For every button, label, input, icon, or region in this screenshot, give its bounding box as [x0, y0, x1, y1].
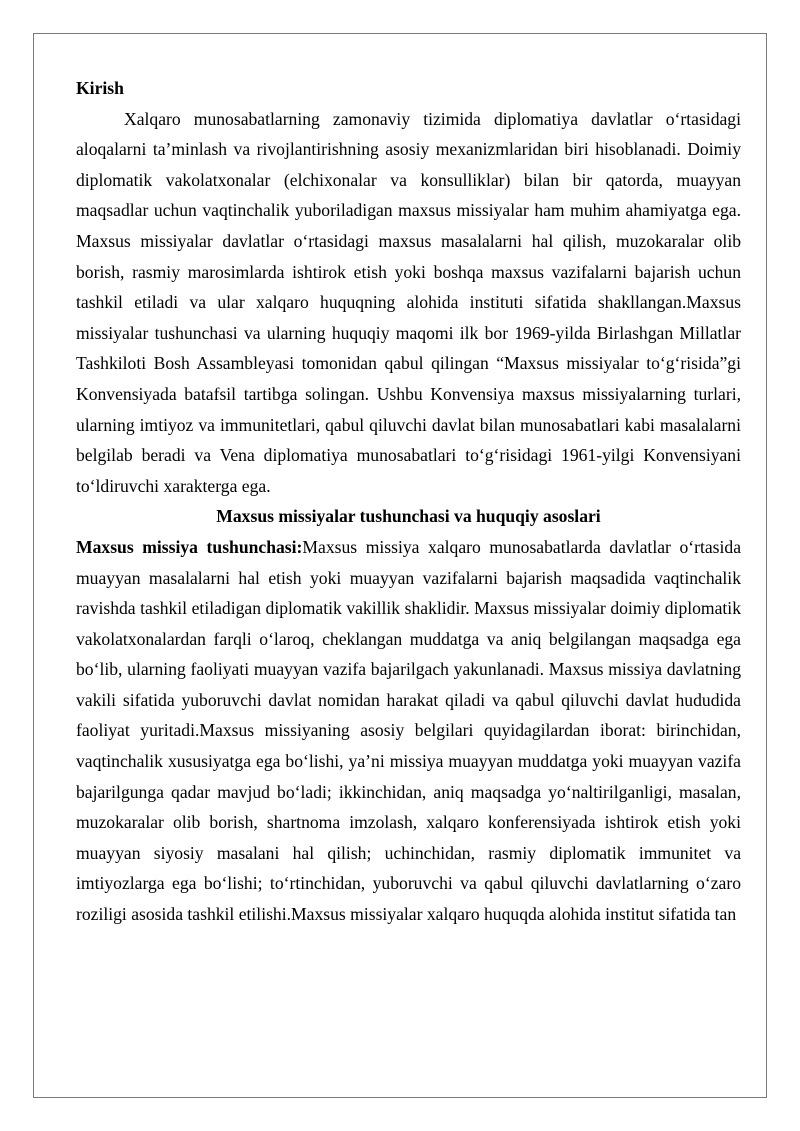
intro-heading: Kirish [76, 78, 124, 98]
term-paragraph-block [76, 532, 741, 930]
term-paragraph: Maxsus missiya xalqaro munosabatlarda davlatlar o‘rtasida muayyan masalalarni hal etish yoki muayyan vazifalarni bajarish maqsadida vaqtinchalik ravishda tashkil etiladigan diplomatik vakillik shaklidir. Maxsus missiyalar doimiy diplomatik vakolatxonalardan farqli o‘laroq, cheklangan muddatga va aniq belgilangan maqsadga ega bo‘lib, ularning faoliyati muayyan vazifa bajarilgach yakunlanadi. Maxsus missiya davlatning vakili sifatida yuboruvchi davlat nomidan harakat qiladi va qabul qiluvchi davlat hududida faoliyat yuritadi.Maxsus missiyaning asosiy belgilari quyidagilardan iborat: birinchidan, vaqtinchalik xususiyatga ega bo‘lishi, ya’ni missiya muayyan muddatga yoki muayyan vazifa bajarilgunga qadar mavjud bo‘ladi; ikkinchidan, aniq maqsadga yo‘naltirilganligi, masalan, muzokaralar olib borish, shartnoma imzolash, xalqaro konferensiyada ishtirok etish yoki muayyan siyosiy masalani hal qilish; uchinchidan, rasmiy diplomatik immunitet va imtiyozlarga ega bo‘lishi; to‘rtinchidan, yuboruvchi va qabul qiluvchi davlatlarning o‘zaro roziligi asosida tashkil etilishi.Maxsus missiyalar xalqaro huquqda alohida institut sifatida tan [76, 536, 742, 925]
intro-paragraph: Xalqaro munosabatlarning zamonaviy tizimida diplomatiya davlatlar o‘rtasidagi aloqalarni ta’minlash va rivojlantirishning asosiy mexanizmlaridan biri hisoblanadi. Doimiy diplomatik vakolatxonalar (elchixonalar va konsulliklar) bilan bir qatorda, muayyan maqsadlar uchun vaqtinchalik yuboriladigan maxsus missiyalar ham muhim ahamiyatga ega. Maxsus missiyalar davlatlar o‘rtasidagi maxsus masalalarni hal qilish, muzokaralar olib borish, rasmiy marosimlarda ishtirok etish yoki boshqa maxsus vazifalarni bajarish uchun tashkil etiladi va ular xalqaro huquqning alohida instituti sifatida shakllangan.Maxsus missiyalar tushunchasi va ularning huquqiy maqomi ilk bor 1969-yilda Birlashgan Millatlar Tashkiloti Bosh Assambleyasi tomonidan qabul qilingan “Maxsus missiyalar to‘g‘risida”gi Konvensiyada batafsil tartibga solingan. Ushbu Konvensiya maxsus missiyalarning turlari, ularning imtiyoz va immunitetlari, qabul qiluvchi davlat bilan munosabatlari kabi masalalarni belgilab beradi va Vena diplomatiya munosabatlari to‘g‘risidagi 1961-yilgi Konvensiyani to‘ldiruvchi xarakterga ega. [76, 108, 741, 496]
term-label: Maxsus missiya tushunchasi: [76, 536, 303, 557]
section-heading: Maxsus missiyalar tushunchasi va huquqiy asoslari [216, 506, 601, 527]
document-body [76, 73, 741, 930]
